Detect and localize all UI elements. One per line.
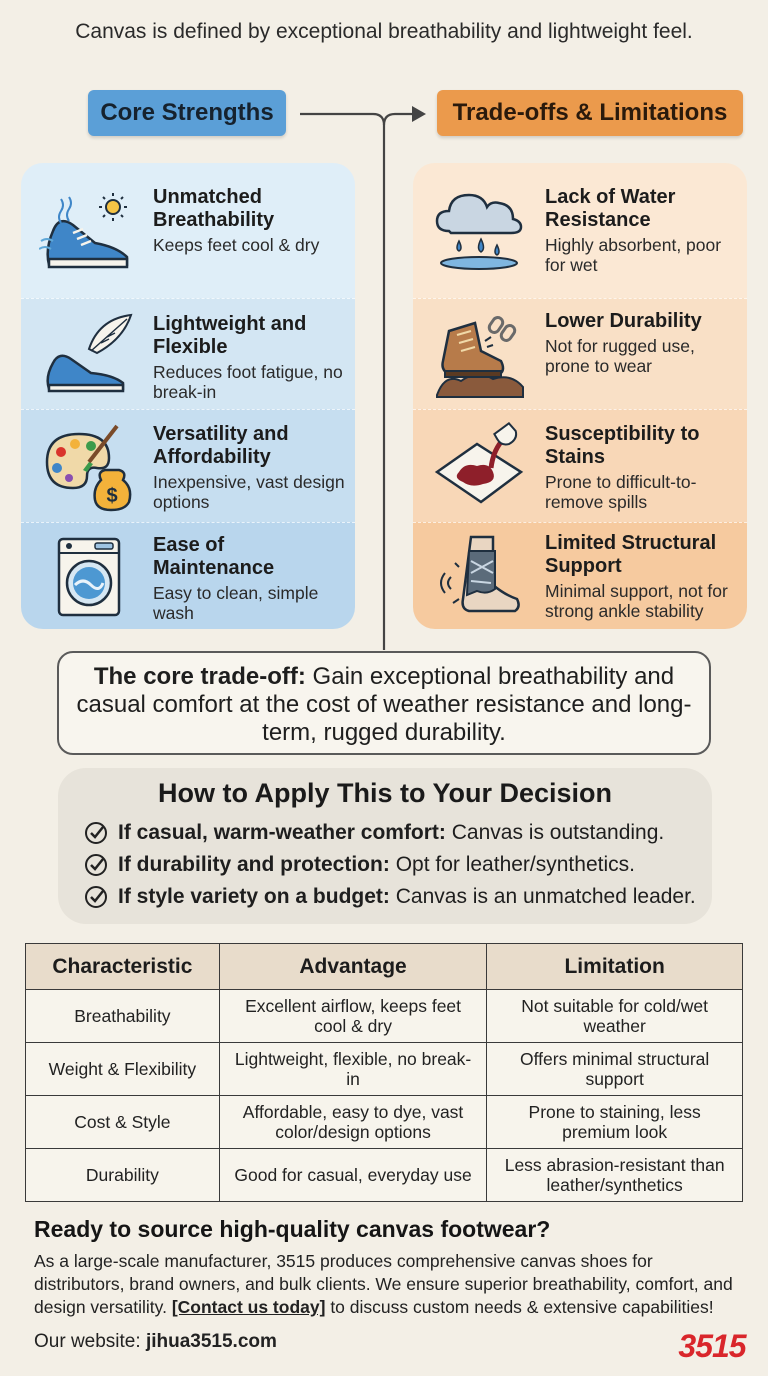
washing-machine-icon [39, 537, 135, 627]
decision-guide-lead: If durability and protection: [118, 853, 390, 876]
palette-money-icon [39, 422, 135, 512]
table-header: Limitation [487, 944, 743, 990]
core-tradeoff-box [57, 651, 711, 755]
comparison-table [25, 943, 743, 1202]
tradeoffs-heading: Trade-offs & Limitations [437, 90, 743, 136]
table-cell: Good for casual, everyday use [219, 1149, 486, 1202]
contact-us-link[interactable]: [Contact us today] [171, 1297, 326, 1317]
decision-guide-item [84, 885, 696, 909]
table-header: Advantage [219, 944, 486, 990]
decision-guide-text: Canvas is outstanding. [451, 821, 665, 844]
decision-guide-title: How to Apply This to Your Decision [157, 778, 613, 808]
decision-guide-lead: If casual, warm-weather comfort: [118, 821, 446, 844]
cta-body [34, 1250, 746, 1319]
cta-title: Ready to source high-quality canvas footwear? [34, 1216, 551, 1242]
table-cell: Excellent airflow, keeps feet cool & dry [219, 990, 486, 1043]
table-cell: Not suitable for cold/wet weather [487, 990, 743, 1043]
core-strengths-heading: Core Strengths [88, 90, 286, 136]
limitation-desc: Highly absorbent, poor for wet [545, 235, 722, 275]
table-cell: Lightweight, flexible, no break-in [219, 1043, 486, 1096]
table-cell: Affordable, easy to dye, vast color/design options [219, 1096, 486, 1149]
strength-item [21, 409, 355, 522]
strength-item [21, 522, 355, 629]
strength-item [21, 163, 355, 298]
table-cell: Durability [26, 1149, 220, 1202]
table-cell: Prone to staining, less premium look [487, 1096, 743, 1149]
table-row [26, 1096, 743, 1149]
svg-text:$: $ [106, 485, 118, 507]
tradeoff-text: Gain exceptional breathability and casual comfort at the cost of weather resistance and long-term, rugged durability. [76, 663, 692, 746]
table-cell: Offers minimal structural support [487, 1043, 743, 1096]
limitation-title: Susceptibility to Stains [545, 423, 700, 468]
feather-sneaker-icon [39, 309, 135, 399]
brand-logo-text: 3515 [678, 1328, 746, 1364]
table-cell: Cost & Style [26, 1096, 220, 1149]
limitation-desc: Prone to difficult-to-remove spills [545, 472, 697, 512]
strength-desc: Inexpensive, vast design options [153, 472, 345, 512]
table-header-row [26, 944, 743, 990]
table-cell: Weight & Flexibility [26, 1043, 220, 1096]
tradeoff-lead: The core trade-off: [93, 663, 306, 690]
strength-desc: Easy to clean, simple wash [153, 583, 319, 623]
check-circle-icon [84, 853, 108, 877]
strength-title: Versatility and Affordability [153, 423, 289, 468]
strength-desc: Keeps feet cool & dry [153, 235, 320, 255]
table-header: Characteristic [26, 944, 220, 990]
brand-logo [666, 1328, 758, 1364]
check-circle-icon [84, 821, 108, 845]
table-row [26, 990, 743, 1043]
strength-title: Lightweight and Flexible [153, 313, 307, 358]
decision-guide-text: Canvas is an unmatched leader. [395, 885, 696, 908]
strength-desc: Reduces foot fatigue, no break-in [153, 362, 343, 402]
table-cell: Less abrasion-resistant than leather/synthetics [487, 1149, 743, 1202]
breathable-sneaker-icon [39, 185, 135, 275]
limitation-item [413, 163, 747, 298]
limitation-title: Lack of Water Resistance [545, 186, 676, 231]
limitation-title: Limited Structural Support [545, 532, 717, 577]
decision-guide-text: Opt for leather/synthetics. [395, 853, 635, 876]
limitations-card [413, 163, 747, 629]
strength-item [21, 298, 355, 409]
check-circle-icon [84, 885, 108, 909]
limitation-item [413, 409, 747, 522]
website-line [34, 1331, 277, 1353]
table-cell: Breathability [26, 990, 220, 1043]
table-row [26, 1149, 743, 1202]
limitation-title: Lower Durability [545, 310, 702, 332]
limitation-item [413, 298, 747, 409]
website-label: Our website: [34, 1331, 141, 1352]
cta-body-text: As a large-scale manufacturer, 3515 produces comprehensive canvas shoes for distributors, brand owners, and bulk clients. We ensure superior breathability, comfort, and design versatility. [34, 1251, 733, 1317]
limitation-desc: Not for rugged use, prone to wear [545, 336, 695, 376]
decision-guide-item [84, 821, 664, 845]
wine-stain-icon [431, 422, 527, 512]
decision-guide-item [84, 853, 635, 877]
decision-guide-lead: If style variety on a budget: [118, 885, 390, 908]
cta-body-text-end: to discuss custom needs & extensive capabilities! [330, 1297, 714, 1317]
ankle-brace-icon [431, 533, 527, 623]
rain-cloud-icon [431, 183, 527, 273]
strength-title: Unmatched Breathability [153, 186, 275, 231]
limitation-item [413, 522, 747, 629]
strength-title: Ease of Maintenance [153, 534, 275, 579]
table-row [26, 1043, 743, 1096]
core-strengths-card [21, 163, 355, 629]
worn-boot-icon [431, 311, 527, 401]
intro-text: Canvas is defined by exceptional breathability and lightweight feel. [75, 20, 693, 43]
website-link[interactable]: jihua3515.com [145, 1331, 277, 1352]
limitation-desc: Minimal support, not for strong ankle stability [545, 581, 728, 621]
decision-guide-box [58, 768, 712, 924]
